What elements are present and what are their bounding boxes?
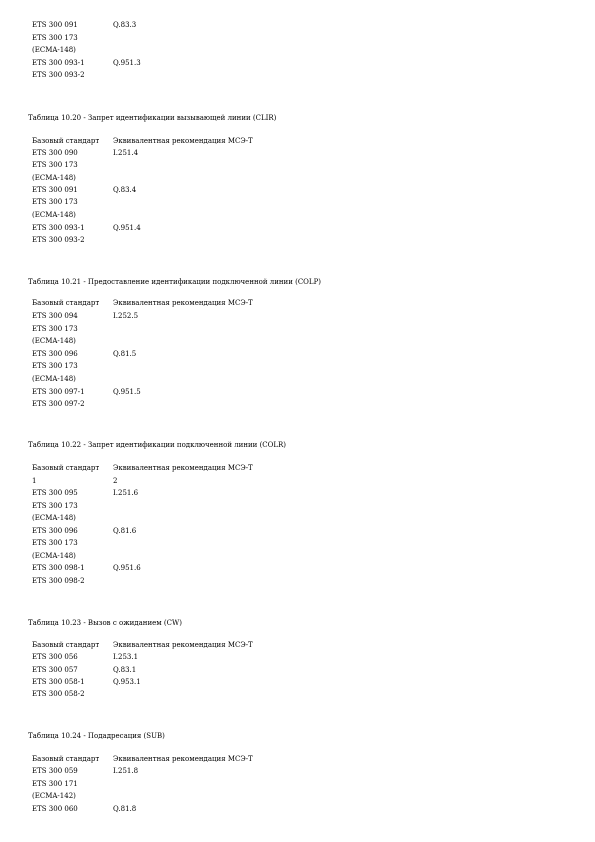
cell-recommendation: Q.81.8 <box>113 805 137 813</box>
cell-standard: ETS 300 173 <box>32 198 78 206</box>
cell-standard: ETS 300 060 <box>32 805 78 813</box>
column-header-standard: Базовый стандарт <box>32 641 100 649</box>
cell-standard: ETS 300 094 <box>32 312 78 320</box>
cell-standard: ETS 300 173 <box>32 502 78 510</box>
cell-standard: (ECMA-148) <box>32 46 76 54</box>
cell-standard: ETS 300 091 <box>32 21 78 29</box>
cell-standard: (ECMA-148) <box>32 211 76 219</box>
cell-standard: (ECMA-142) <box>32 792 76 800</box>
cell-standard: (ECMA-148) <box>32 375 76 383</box>
cell-recommendation: Q.951.5 <box>113 388 141 396</box>
table-caption: Таблица 10.20 - Запрет идентификации вызывающей линии (CLIR) <box>28 114 277 122</box>
cell-standard: ETS 300 091 <box>32 186 78 194</box>
cell-standard: ETS 300 058-1 <box>32 678 85 686</box>
column-number: 2 <box>113 477 118 485</box>
column-header-recommendation: Эквивалентная рекомендация МСЭ-Т <box>113 299 253 307</box>
cell-recommendation: I.252.5 <box>113 312 139 320</box>
cell-standard: (ECMA-148) <box>32 552 76 560</box>
cell-standard: (ECMA-148) <box>32 174 76 182</box>
cell-standard: ETS 300 096 <box>32 527 78 535</box>
column-header-recommendation: Эквивалентная рекомендация МСЭ-Т <box>113 464 253 472</box>
column-header-standard: Базовый стандарт <box>32 299 100 307</box>
column-header-recommendation: Эквивалентная рекомендация МСЭ-Т <box>113 641 253 649</box>
cell-standard: ETS 300 059 <box>32 767 78 775</box>
cell-recommendation: Q.81.5 <box>113 350 137 358</box>
cell-standard: (ECMA-148) <box>32 514 76 522</box>
column-header-standard: Базовый стандарт <box>32 137 100 145</box>
cell-standard: ETS 300 058-2 <box>32 690 85 698</box>
table-caption: Таблица 10.24 - Подадресация (SUB) <box>28 732 165 740</box>
cell-recommendation: Q.951.3 <box>113 59 141 67</box>
column-number: 1 <box>32 477 37 485</box>
cell-standard: ETS 300 093-1 <box>32 224 85 232</box>
cell-recommendation: I.253.1 <box>113 653 139 661</box>
table-caption: Таблица 10.22 - Запрет идентификации подключенной линии (COLR) <box>28 441 287 449</box>
column-header-recommendation: Эквивалентная рекомендация МСЭ-Т <box>113 755 253 763</box>
cell-recommendation: Q.83.1 <box>113 666 137 674</box>
cell-standard: ETS 300 171 <box>32 780 78 788</box>
cell-standard: ETS 300 090 <box>32 149 78 157</box>
cell-standard: ETS 300 093-2 <box>32 236 85 244</box>
cell-recommendation: Q.953.1 <box>113 678 141 686</box>
cell-standard: ETS 300 173 <box>32 34 78 42</box>
cell-standard: ETS 300 056 <box>32 653 78 661</box>
cell-standard: ETS 300 173 <box>32 539 78 547</box>
column-header-standard: Базовый стандарт <box>32 464 100 472</box>
cell-standard: ETS 300 098-2 <box>32 577 85 585</box>
cell-standard: ETS 300 173 <box>32 161 78 169</box>
cell-standard: ETS 300 096 <box>32 350 78 358</box>
table-caption: Таблица 10.23 - Вызов с ожиданием (CW) <box>28 619 182 627</box>
cell-standard: ETS 300 097-2 <box>32 400 85 408</box>
cell-standard: ETS 300 173 <box>32 325 78 333</box>
cell-recommendation: I.251.4 <box>113 149 139 157</box>
cell-recommendation: I.251.6 <box>113 489 139 497</box>
cell-recommendation: Q.83.4 <box>113 186 137 194</box>
cell-recommendation: Q.951.4 <box>113 224 141 232</box>
cell-standard: ETS 300 173 <box>32 362 78 370</box>
cell-standard: (ECMA-148) <box>32 337 76 345</box>
cell-recommendation: Q.951.6 <box>113 564 141 572</box>
table-caption: Таблица 10.21 - Предоставление идентификации подключенной линии (COLP) <box>28 278 322 286</box>
cell-standard: ETS 300 057 <box>32 666 78 674</box>
cell-standard: ETS 300 097-1 <box>32 388 85 396</box>
cell-standard: ETS 300 095 <box>32 489 78 497</box>
cell-standard: ETS 300 098-1 <box>32 564 85 572</box>
column-header-standard: Базовый стандарт <box>32 755 100 763</box>
cell-recommendation: Q.81.6 <box>113 527 137 535</box>
cell-recommendation: I.251.8 <box>113 767 139 775</box>
cell-recommendation: Q.83.3 <box>113 21 137 29</box>
column-header-recommendation: Эквивалентная рекомендация МСЭ-Т <box>113 137 253 145</box>
cell-standard: ETS 300 093-2 <box>32 71 85 79</box>
cell-standard: ETS 300 093-1 <box>32 59 85 67</box>
